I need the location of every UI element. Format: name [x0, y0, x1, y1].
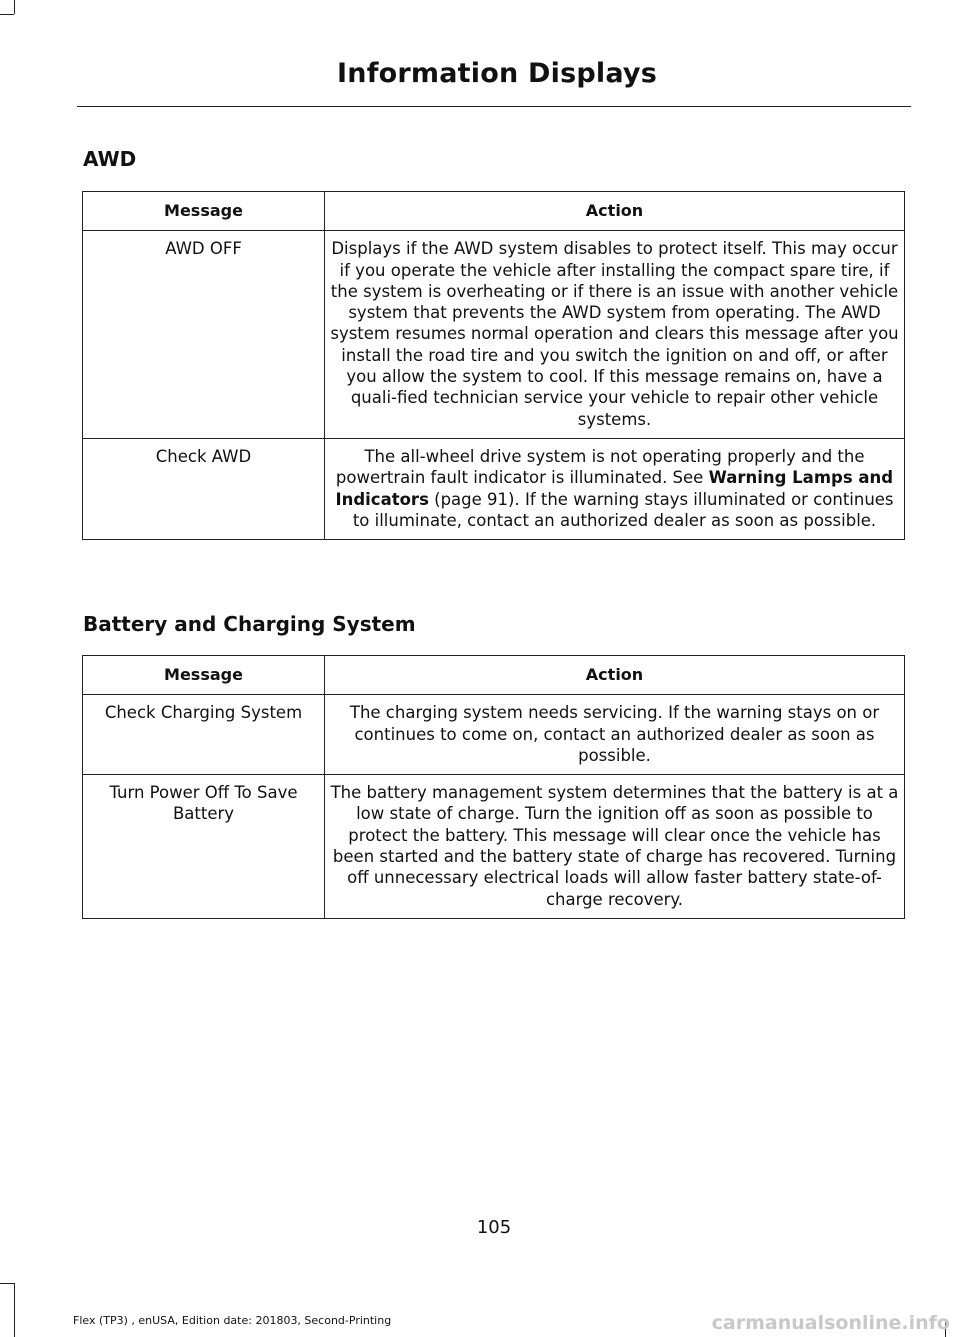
crop-mark-top-left	[0, 14, 14, 15]
page-title: Information Displays	[337, 58, 657, 89]
battery-messages-table	[82, 655, 905, 919]
message-cell: Check AWD	[83, 438, 325, 539]
section-heading-battery: Battery and Charging System	[83, 612, 416, 636]
message-cell: Turn Power Off To Save Battery	[83, 775, 325, 919]
table-row	[83, 231, 905, 439]
action-text: The all-wheel drive system is not operating properly and the powertrain fault indicator is illuminated. See	[335, 446, 865, 488]
column-header-action: Action	[325, 192, 905, 231]
table-header-row	[83, 656, 905, 695]
cross-reference-link[interactable]: Warning Lamps and Indicators	[335, 468, 894, 509]
action-text: (page 91). If the warning stays illuminated or continues to illuminate, contact an authorized dealer as soon as possible.	[352, 489, 894, 530]
crop-mark-bottom-left	[14, 1283, 15, 1337]
watermark: carmanualsonline.info	[711, 1312, 950, 1334]
page-number: 105	[476, 1217, 512, 1238]
column-header-message: Message	[83, 192, 325, 231]
section-heading-awd: AWD	[83, 147, 137, 171]
crop-mark-bottom-left	[0, 1283, 14, 1284]
awd-messages-table	[82, 191, 905, 540]
table-header-row	[83, 192, 905, 231]
column-header-message: Message	[83, 656, 325, 695]
action-cell: The battery management system determines that the battery is at a low state of charge. Turn the ignition off as soon as possible to protect the battery. This message will clear once the vehicle has been started and the battery state of charge has recovered. Turning off unnecessary electrical loads will allow faster battery state-of-charge recovery.	[325, 775, 905, 919]
column-header-action: Action	[325, 656, 905, 695]
action-cell: Displays if the AWD system disables to protect itself. This may occur if you operate the vehicle after installing the compact spare tire, if the system is overheating or if there is an issue with another vehicle system that prevents the AWD system from operating. The AWD system resumes normal operation and clears this message after you install the road tire and you switch the ignition on and off, or after you allow the system to cool. If this message remains on, have a quali-fied technician service your vehicle to repair other vehicle systems.	[325, 231, 905, 439]
table-row	[83, 775, 905, 919]
edition-footer: Flex (TP3) , enUSA, Edition date: 201803, Second-Printing	[73, 1314, 392, 1327]
header-divider	[77, 106, 911, 107]
message-cell: Check Charging System	[83, 695, 325, 775]
action-cell	[325, 438, 905, 539]
action-cell: The charging system needs servicing. If the warning stays on or continues to come on, contact an authorized dealer as soon as possible.	[325, 695, 905, 775]
crop-mark-top-left	[14, 0, 15, 14]
table-row	[83, 438, 905, 539]
table-row	[83, 695, 905, 775]
message-cell: AWD OFF	[83, 231, 325, 439]
